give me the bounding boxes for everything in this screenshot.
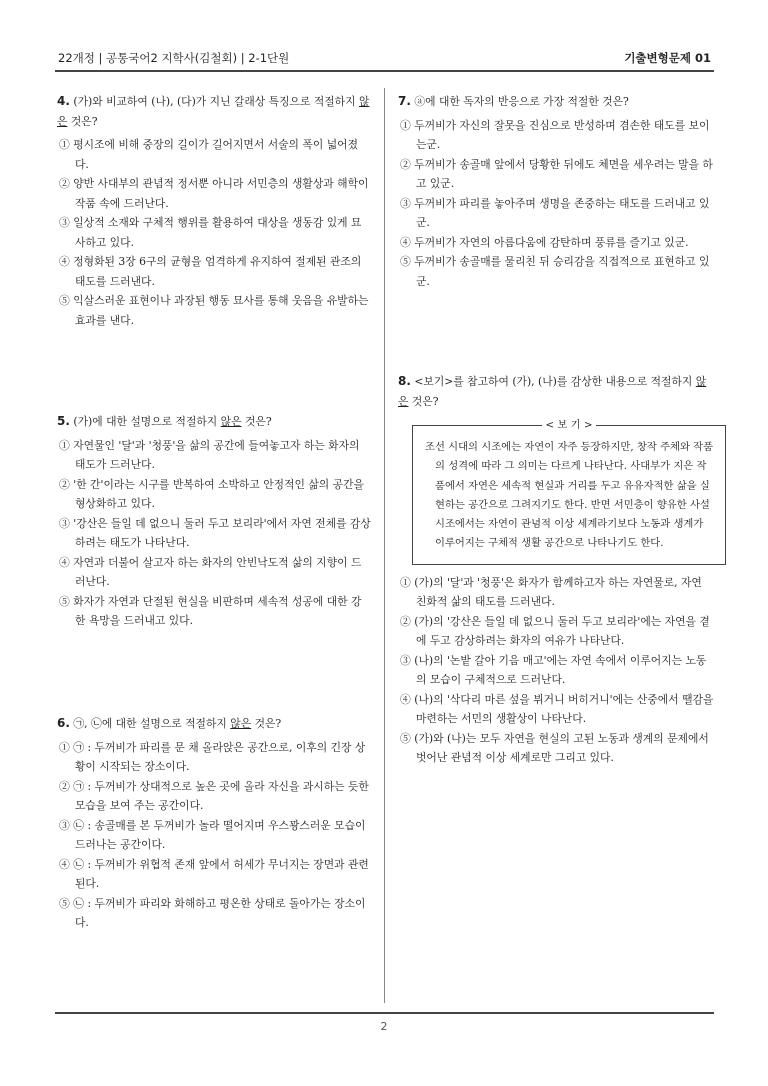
question-6	[57, 714, 371, 933]
question-4	[57, 92, 371, 330]
choice-list	[57, 738, 371, 933]
choice-5[interactable]: ⑤ 익살스러운 표현이나 과장된 행동 묘사를 통해 웃음을 유발하는 효과를 낸다.	[59, 294, 369, 327]
choice-5[interactable]: ⑤ 화자가 자연과 단절된 현실을 비판하며 세속적 성공에 대한 강한 욕망을 드러내고 있다.	[59, 594, 362, 627]
choice-3[interactable]: ③ '강산은 들일 데 없으니 둘러 두고 보리라'에서 자연 전체를 감상하려는 태도가 나타난다.	[59, 516, 371, 549]
question-8	[398, 372, 714, 768]
header-course-info: 22개정 | 공통국어2 지학사(김철회) | 2-1단원	[58, 51, 290, 65]
question-5	[57, 412, 371, 631]
choice-2[interactable]: ② ㉠ : 두꺼비가 상대적으로 높은 곳에 올라 자신을 과시하는 듯한 모습을 보여 주는 공간이다.	[59, 779, 369, 812]
choice-2[interactable]: ② '한 간'이라는 시구를 반복하여 소박하고 안정적인 삶의 공간을 형상화하고 있다.	[59, 477, 364, 510]
question-7-stem: 7. ⓐ에 대한 독자의 반응으로 가장 적절한 것은?	[398, 94, 629, 108]
bogi-title: < 보 기 >	[413, 417, 725, 433]
negation-emphasis: 않은	[57, 95, 370, 128]
footer-divider	[55, 1012, 714, 1014]
choice-4[interactable]: ④ (나)의 '삭다리 마른 섶을 뷔거니 버히거니'에는 산중에서 땔감을 마련하는 서민의 생활상이 나타난다.	[400, 692, 714, 726]
choice-4[interactable]: ④ 두꺼비가 자연의 아름다움에 감탄하며 풍류를 즐기고 있군.	[400, 235, 689, 249]
choice-5[interactable]: ⑤ ㉡ : 두꺼비가 파리와 화해하고 평온한 상태로 돌아가는 장소이다.	[59, 896, 366, 929]
choice-list	[57, 436, 371, 631]
header-divider	[55, 70, 714, 72]
choice-3[interactable]: ③ (나)의 '논밭 갈아 기음 매고'에는 자연 속에서 이루어지는 노동의 모습이 구체적으로 드러난다.	[400, 653, 707, 687]
bogi-text: 조선 시대의 시조에는 자연이 자주 등장하지만, 창작 주체와 작품의 성격에 따라 그 의미는 다르게 나타난다. 사대부가 지은 작품에서 자연은 세속적 현실과 거리를 두고 유유자적한 삶을 실현하는 공간으로 그려지기도 한다. 반면 서민층이 향유한 사설시조에서는 자연이 관념적 이상 세계라기보다 노동과 생계가 이루어지는 구체적 생활 공간으로 나타나기도 한다.	[425, 441, 714, 550]
question-7	[398, 92, 714, 291]
negation-emphasis: 않은	[220, 415, 242, 428]
choice-list	[398, 116, 714, 292]
choice-3[interactable]: ③ 일상적 소재와 구체적 행위를 활용하여 대상을 생동감 있게 묘사하고 있다.	[59, 216, 362, 249]
choice-5[interactable]: ⑤ (가)와 (나)는 모두 자연을 현실의 고된 노동과 생계의 문제에서 벗어난 관념적 이상 세계로만 그리고 있다.	[400, 731, 709, 765]
bogi-box	[412, 419, 726, 565]
page-header	[55, 46, 714, 68]
choice-5[interactable]: ⑤ 두꺼비가 송골매를 물리친 뒤 승리감을 직접적으로 표현하고 있군.	[400, 255, 710, 288]
question-4-stem: 4. (가)와 비교하여 (나), (다)가 지닌 갈래상 특징으로 적절하지 않은 것은?	[57, 94, 370, 128]
header-doc-title: 기출변형문제 01	[624, 51, 711, 65]
question-6-stem: 6. ㉠, ㉡에 대한 설명으로 적절하지 않은 것은?	[57, 716, 282, 730]
choice-1[interactable]: ① (가)의 '달'과 '청풍'은 화자가 함께하고자 하는 자연물로, 자연 친화적 삶의 태도를 드러낸다.	[400, 575, 702, 609]
negation-emphasis: 않은	[398, 375, 707, 408]
choice-3[interactable]: ③ ㉡ : 송골매를 본 두꺼비가 놀라 떨어지며 우스꽝스러운 모습이 드러나는 공간이다.	[59, 818, 366, 851]
choice-list	[57, 135, 371, 330]
negation-emphasis: 않은	[230, 717, 252, 730]
question-number: 5.	[57, 414, 70, 428]
choice-1[interactable]: ① ㉠ : 두꺼비가 파리를 문 채 올라앉은 공간으로, 이후의 긴장 상황이 시작되는 장소이다.	[59, 740, 366, 773]
question-number: 8.	[398, 374, 411, 388]
choice-4[interactable]: ④ ㉡ : 두꺼비가 위협적 존재 앞에서 허세가 무너지는 장면과 관련된다.	[59, 857, 369, 890]
question-5-stem: 5. (가)에 대한 설명으로 적절하지 않은 것은?	[57, 414, 272, 428]
choice-2[interactable]: ② 양반 사대부의 관념적 정서뿐 아니라 서민층의 생활상과 해학이 작품 속에 드러난다.	[59, 177, 369, 210]
choice-4[interactable]: ④ 자연과 더불어 살고자 하는 화자의 안빈낙도적 삶의 지향이 드러난다.	[59, 555, 362, 588]
choice-2[interactable]: ② 두꺼비가 송골매 앞에서 당황한 뒤에도 체면을 세우려는 말을 하고 있군.	[400, 157, 713, 190]
question-number: 6.	[57, 716, 70, 730]
question-8-stem: 8. <보기>를 참고하여 (가), (나)를 감상한 내용으로 적절하지 않은 것은?	[398, 374, 707, 408]
choice-3[interactable]: ③ 두꺼비가 파리를 놓아주며 생명을 존중하는 태도를 드러내고 있군.	[400, 196, 710, 229]
choice-1[interactable]: ① 두꺼비가 자신의 잘못을 진심으로 반성하며 겸손한 태도를 보이는군.	[400, 118, 710, 151]
choice-4[interactable]: ④ 정형화된 3장 6구의 균형을 엄격하게 유지하여 절제된 관조의 태도를 드러낸다.	[59, 255, 362, 288]
choice-2[interactable]: ② (가)의 '강산은 들일 데 없으니 둘러 두고 보리라'에는 자연을 곁에 두고 감상하려는 화자의 여유가 나타난다.	[400, 614, 710, 648]
choice-1[interactable]: ① 자연물인 '달'과 '청풍'을 삶의 공간에 들여놓고자 하는 화자의 태도가 드러난다.	[59, 438, 360, 471]
choice-1[interactable]: ① 평시조에 비해 중장의 길이가 길어지면서 서술의 폭이 넓어졌다.	[59, 138, 358, 171]
question-number: 4.	[57, 94, 70, 108]
question-number: 7.	[398, 94, 411, 108]
choice-list	[398, 573, 714, 768]
column-divider	[384, 88, 385, 1003]
page-number: 2	[380, 1020, 388, 1033]
